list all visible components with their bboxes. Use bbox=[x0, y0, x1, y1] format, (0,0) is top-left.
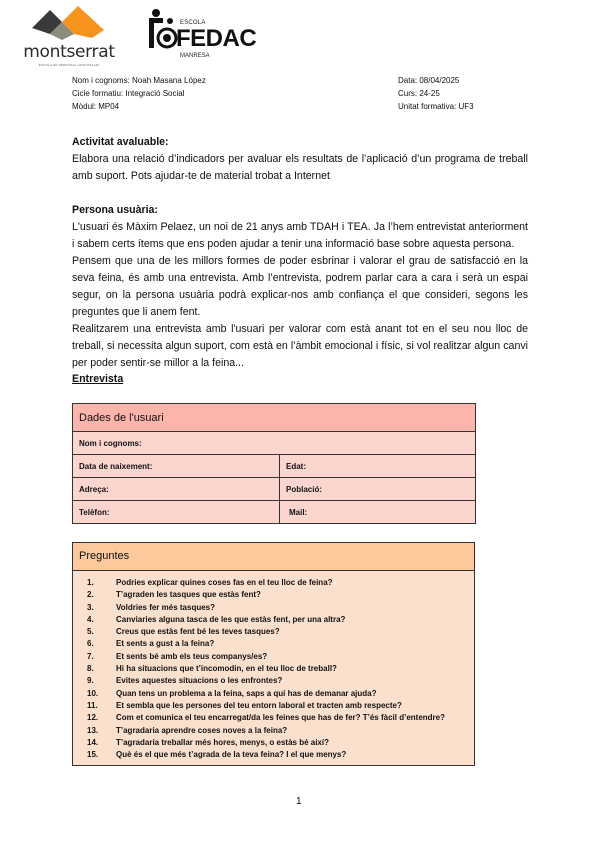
question-item bbox=[73, 651, 474, 663]
question-number: 9. bbox=[87, 676, 94, 686]
persona-paragraph-3: Realitzarem una entrevista amb l'usuari per valorar com està anant tot en el seu nou lloc de treball, si necessita algun suport, com està en l’àmbit emocional i físic, si vol realitzar algun canvi per poder sentir-se millor a la feina... bbox=[72, 323, 528, 369]
field-edat: Edat: bbox=[280, 455, 476, 478]
field-telefon: Telèfon: bbox=[73, 501, 280, 524]
fedac-logo bbox=[146, 8, 271, 64]
question-item bbox=[73, 638, 474, 650]
question-text: T’agraden les tasques que estàs fent? bbox=[116, 590, 261, 600]
question-text: Creus que estàs fent bé les teves tasques? bbox=[116, 627, 280, 637]
question-text: Et sembla que les persones del teu entorn laboral et tracten amb respecte? bbox=[116, 700, 402, 710]
question-number: 6. bbox=[87, 639, 94, 649]
question-number: 5. bbox=[87, 627, 94, 637]
fedac-figure-icon bbox=[146, 8, 178, 52]
question-text: Què és el que més t’agrada de la teva feina? I el que menys? bbox=[116, 750, 347, 760]
activitat-heading: Activitat avaluable: bbox=[72, 136, 169, 148]
curs: Curs: 24-25 bbox=[398, 89, 440, 98]
question-item bbox=[73, 675, 474, 687]
persona-heading: Persona usuària: bbox=[72, 204, 158, 216]
persona-paragraph-2: Pensem que una de les millors formes de poder esbrinar i valorar el grau de satisfacció en la seva feina, és amb una entrevista. Amb l’entrevista, podrem parlar cara a cara i serà un espai segur, on la persona usuària podrà explicar-nos amb confiança el que consideri, segons les preguntes que li anem fent. bbox=[72, 255, 528, 318]
field-poblacio: Població: bbox=[280, 478, 476, 501]
page-number: 1 bbox=[296, 796, 302, 807]
question-item bbox=[73, 577, 474, 589]
question-item bbox=[73, 700, 474, 712]
question-number: 3. bbox=[87, 602, 94, 612]
question-item bbox=[73, 663, 474, 675]
fedac-city: MANRESA bbox=[180, 53, 210, 59]
question-item bbox=[73, 688, 474, 700]
question-number: 15. bbox=[87, 750, 99, 760]
persona-paragraph-1: L'usuari és Màxim Pelaez, un noi de 21 anys amb TDAH i TEA. Ja l’hem entrevistat anteriorment i sabem certs ítems que ens poden ajudar a tenir una informació base sobre aquesta persona. bbox=[72, 221, 528, 250]
question-item bbox=[73, 712, 474, 724]
montserrat-mountain-icon bbox=[32, 4, 108, 40]
question-item bbox=[73, 602, 474, 614]
question-text: Quan tens un problema a la feina, saps a qui has de demanar ajuda? bbox=[116, 688, 377, 698]
unitat-formativa: Unitat formativa: UF3 bbox=[398, 102, 474, 111]
question-number: 14. bbox=[87, 737, 99, 747]
question-number: 12. bbox=[87, 713, 99, 723]
question-text: Evites aquestes situacions o les enfrontes? bbox=[116, 676, 283, 686]
question-item bbox=[73, 614, 474, 626]
question-number: 13. bbox=[87, 725, 99, 735]
user-data-header: Dades de l'usuari bbox=[73, 404, 476, 432]
question-item bbox=[73, 589, 474, 601]
question-item bbox=[73, 626, 474, 638]
questions-list bbox=[73, 577, 474, 761]
date: Data: 08/04/2025 bbox=[398, 76, 460, 85]
fedac-name: FEDAC bbox=[176, 25, 257, 52]
field-adreca: Adreça: bbox=[73, 478, 280, 501]
document-body bbox=[72, 134, 528, 388]
meta-left bbox=[72, 74, 206, 113]
question-number: 7. bbox=[87, 651, 94, 661]
fedac-escola-text: ESCOLA bbox=[180, 20, 206, 26]
student-name: Nom i cognoms: Noah Masana López bbox=[72, 76, 206, 85]
questions-box bbox=[72, 542, 475, 766]
question-text: Podries explicar quines coses fas en el teu lloc de feina? bbox=[116, 578, 333, 587]
meta-right bbox=[398, 74, 474, 113]
question-number: 1. bbox=[87, 578, 94, 587]
entrevista-heading: Entrevista bbox=[72, 373, 124, 385]
question-number: 11. bbox=[87, 700, 98, 710]
question-item bbox=[73, 737, 474, 749]
question-number: 4. bbox=[87, 614, 94, 624]
modul: Mòdul: MP04 bbox=[72, 102, 120, 111]
field-naixement: Data de naixement: bbox=[73, 455, 280, 478]
question-text: Et sents a gust a la feina? bbox=[116, 639, 215, 649]
question-number: 2. bbox=[87, 590, 94, 600]
montserrat-logo-subtitle: ESCOLA DE PERSONAL HOSPITALARI bbox=[38, 63, 100, 67]
question-text: Hi ha situacions que t’incomodin, en el teu lloc de treball? bbox=[116, 664, 337, 674]
question-number: 10. bbox=[87, 688, 99, 698]
question-text: Et sents bé amb els teus companys/es? bbox=[116, 651, 268, 661]
question-text: T’agradaria aprendre coses noves a la feina? bbox=[116, 725, 288, 735]
questions-header: Preguntes bbox=[73, 543, 474, 571]
question-item bbox=[73, 725, 474, 737]
question-text: Voldries fer més tasques? bbox=[116, 602, 215, 612]
question-text: T’agradaria treballar més hores, menys, o estàs bé així? bbox=[116, 737, 329, 747]
question-number: 8. bbox=[87, 664, 94, 674]
montserrat-logo-text: montserrat bbox=[23, 42, 115, 62]
question-text: Canviaries alguna tasca de les que estàs fent, per una altra? bbox=[116, 614, 346, 624]
field-mail: Mail: bbox=[280, 501, 476, 524]
question-text: Com et comunica el teu encarregat/da les feines que has de fer? T’és fàcil d’entendre? bbox=[116, 713, 445, 723]
question-item bbox=[73, 749, 474, 761]
field-nom: Nom i cognoms: bbox=[73, 432, 476, 455]
cicle-formatiu: Cicle formatiu: Integració Social bbox=[72, 89, 185, 98]
montserrat-logo bbox=[20, 4, 118, 66]
activitat-text: Elabora una relació d’indicadors per avaluar els resultats de l’aplicació d’un programa de treball amb suport. Pots ajudar-te de material trobat a Internet bbox=[72, 153, 528, 182]
user-data-table bbox=[72, 403, 476, 524]
